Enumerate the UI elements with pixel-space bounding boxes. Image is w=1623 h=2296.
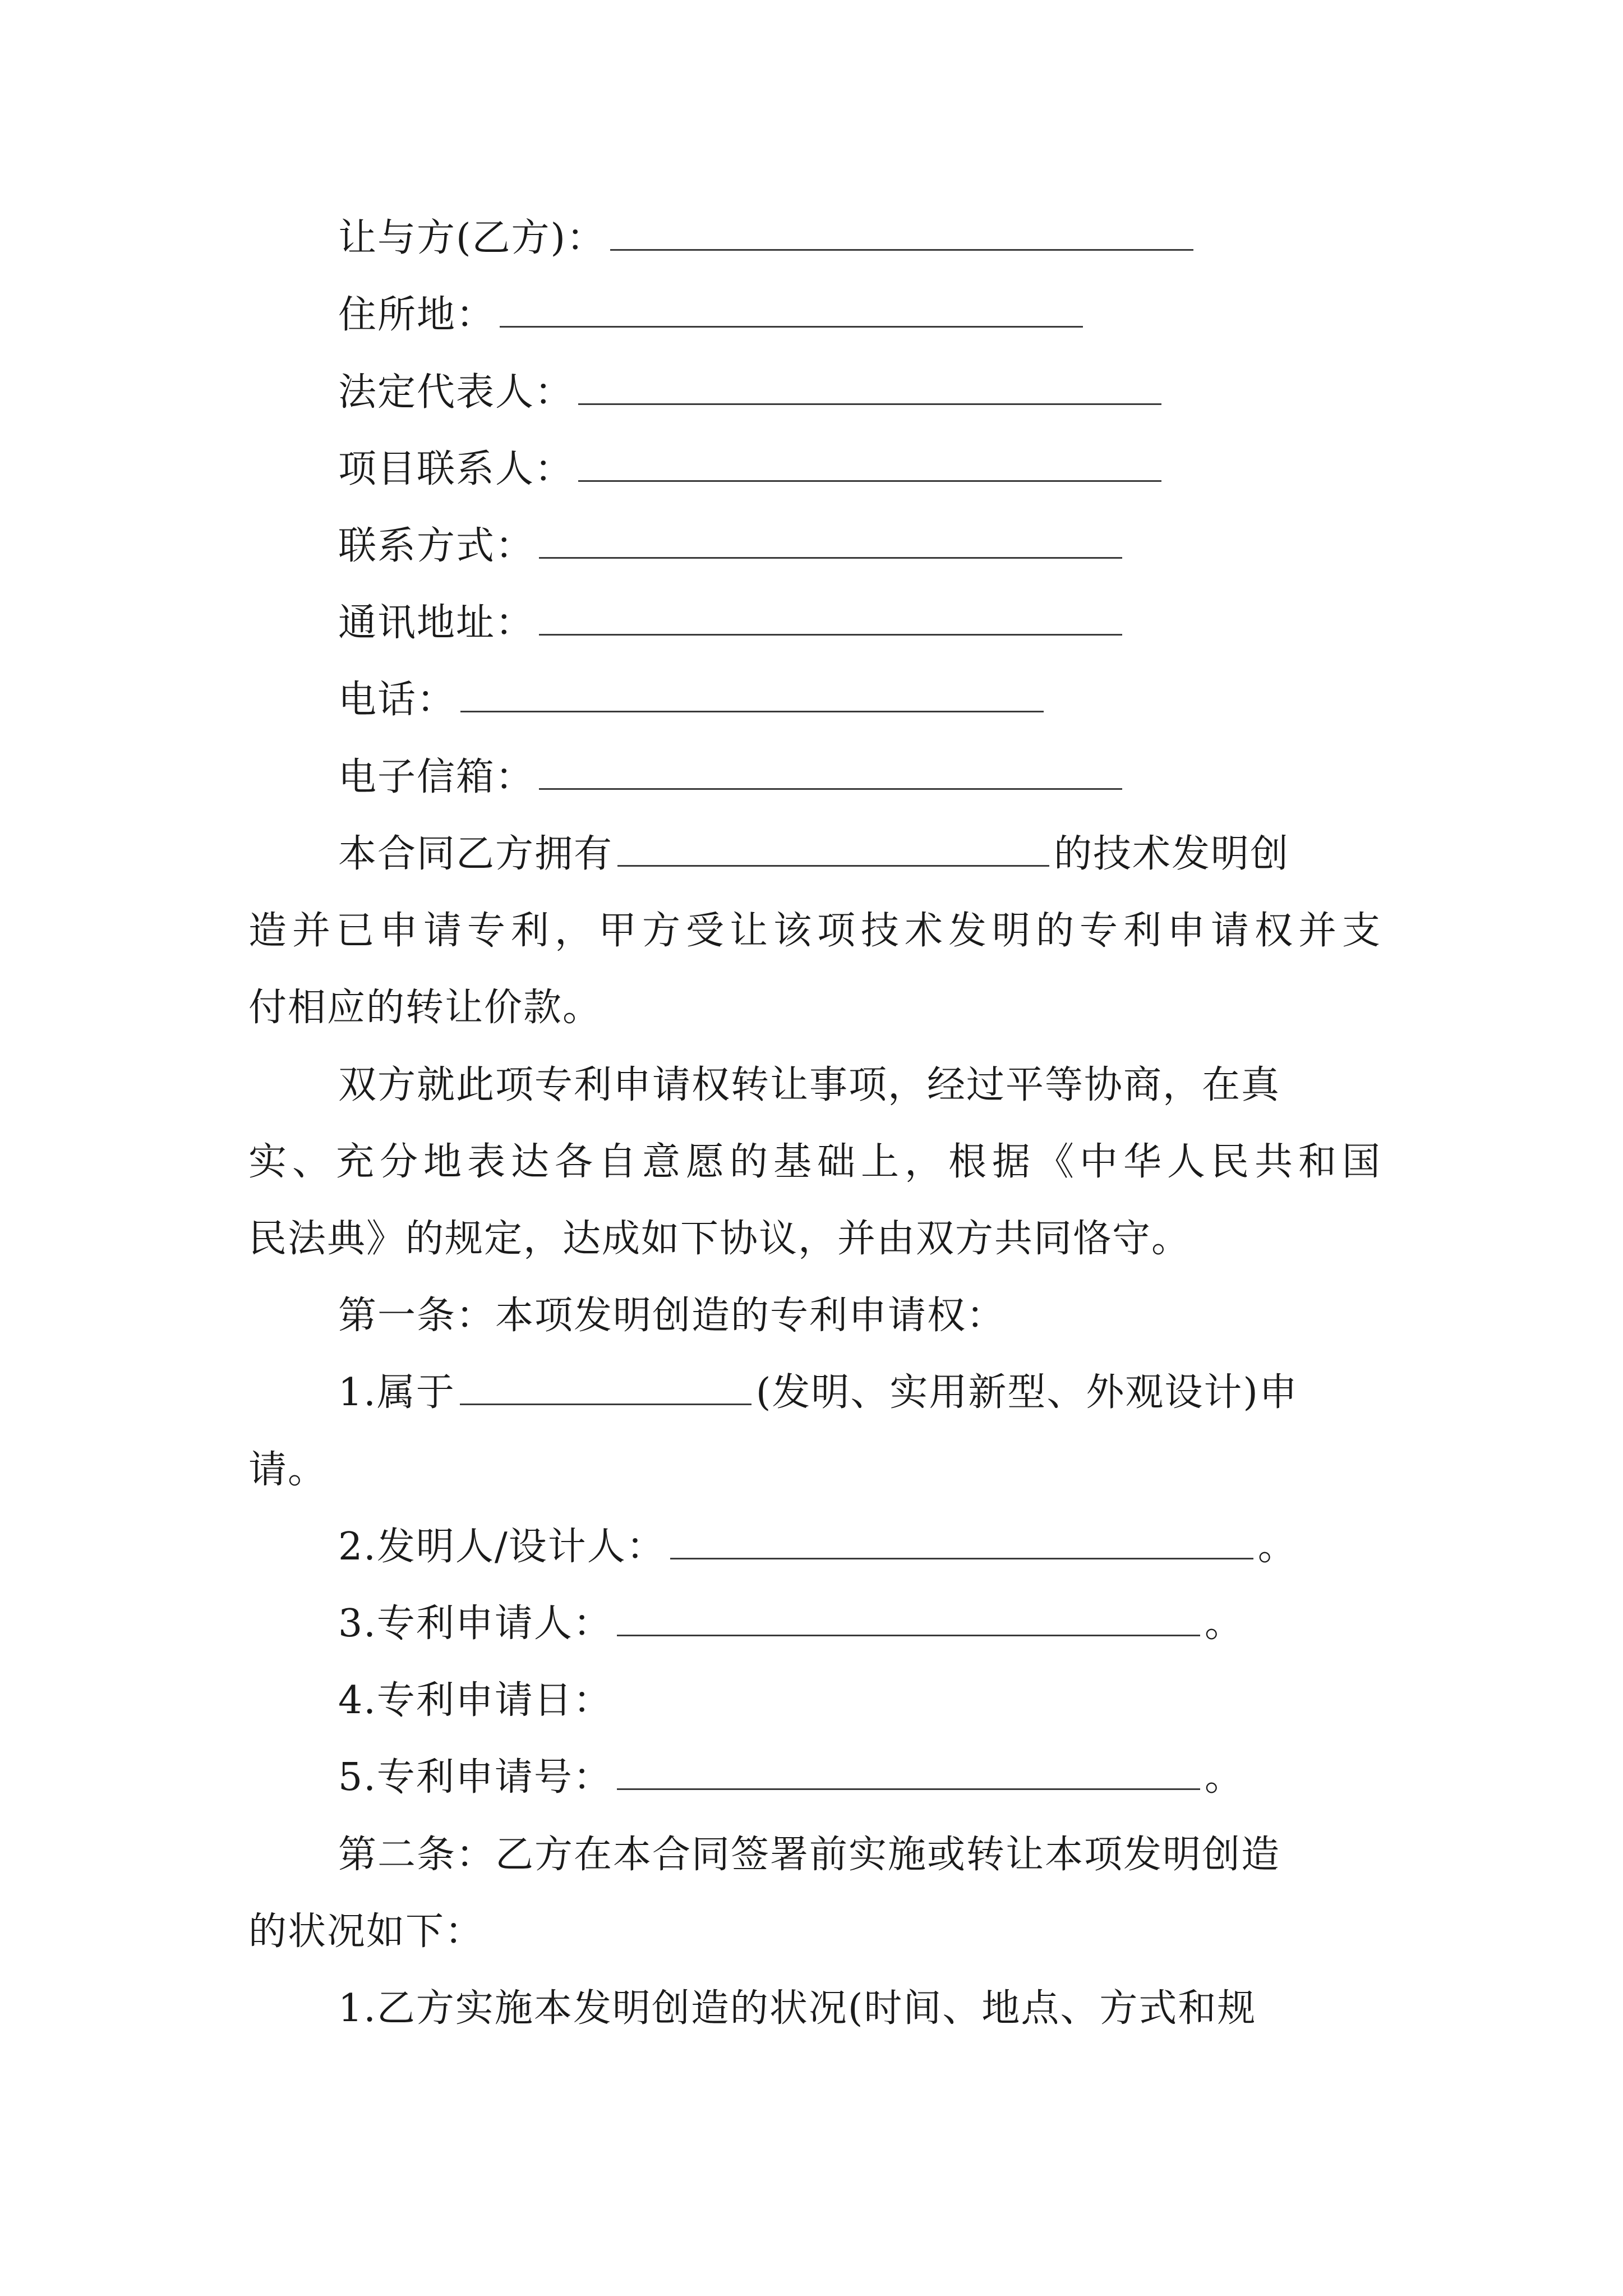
article2-heading-line1 <box>338 1827 1280 1883</box>
contact-method-line <box>338 518 1127 574</box>
intro-p2-line1-text: 双方就此项专利申请权转让事项，经过平等协商，在真 <box>338 1063 1281 1107</box>
intro-p1-line1 <box>338 826 1289 882</box>
inventor-label: 2.发明人/设计人： <box>338 1525 666 1569</box>
article1-item1 <box>338 1365 1298 1421</box>
application-number-label: 5.专利申请号： <box>338 1755 612 1800</box>
article2-item1-text: 1.乙方实施本发明创造的状况(时间、地点、方式和规 <box>338 1986 1257 2031</box>
address-line <box>338 287 1087 343</box>
article1-item3 <box>338 1596 1244 1652</box>
phone-label: 电话： <box>338 678 457 722</box>
article2-heading-line1-text: 第二条：乙方在本合同签署前实施或转让本项发明创造 <box>338 1833 1281 1877</box>
transferor-label: 让与方(乙方)： <box>338 216 606 260</box>
mail-address-line <box>338 595 1127 651</box>
intro-p1-line3 <box>248 980 602 1036</box>
application-number-end: 。 <box>1204 1755 1244 1800</box>
article1-item1-cont-text: 请。 <box>248 1448 328 1492</box>
project-contact-line <box>338 441 1166 498</box>
intro-p1-line2-text: 造并已申请专利，甲方受让该项技术发明的专利申请权并支 <box>248 909 1381 953</box>
intro-p2-line3-text: 民法典》的规定，达成如下协议，并由双方共同恪守。 <box>248 1217 1191 1261</box>
legal-rep-line <box>338 365 1166 421</box>
project-contact-blank[interactable] <box>578 447 1161 482</box>
intro-p1-start: 本合同乙方拥有 <box>338 832 614 876</box>
article1-item1-start: 1.属于 <box>338 1370 455 1415</box>
applicant-blank[interactable] <box>617 1601 1200 1636</box>
contact-method-label: 联系方式： <box>338 524 535 568</box>
project-contact-label: 项目联系人： <box>338 447 574 491</box>
article1-heading <box>338 1288 1006 1344</box>
article2-heading-line2 <box>248 1904 484 1960</box>
intro-p2-line1 <box>338 1057 1280 1114</box>
article2-item1 <box>338 1981 1256 2037</box>
address-label: 住所地： <box>338 293 496 337</box>
legal-rep-blank[interactable] <box>578 370 1161 405</box>
mail-address-blank[interactable] <box>539 600 1122 636</box>
intro-p1-line3-text: 付相应的转让价款。 <box>248 986 602 1030</box>
intro-p2-line2 <box>248 1134 1381 1190</box>
intro-p1-after-blank: 的技术发明创 <box>1054 832 1290 876</box>
filing-date-label: 4.专利申请日： <box>338 1678 612 1723</box>
email-label: 电子信箱： <box>338 755 535 799</box>
article2-heading-line2-text: 的状况如下： <box>248 1910 485 1954</box>
phone-blank[interactable] <box>460 677 1044 712</box>
applicant-end: 。 <box>1204 1602 1244 1646</box>
transferor-line <box>338 210 1198 266</box>
article1-item5 <box>338 1750 1244 1806</box>
article1-item1-cont <box>248 1442 327 1498</box>
mail-address-label: 通讯地址： <box>338 601 535 645</box>
inventor-blank[interactable] <box>670 1524 1253 1559</box>
article1-item2 <box>338 1519 1297 1575</box>
article1-heading-text: 第一条：本项发明创造的专利申请权： <box>338 1294 1006 1338</box>
intro-p2-line3 <box>248 1211 1191 1267</box>
intro-p1-line2 <box>248 903 1381 959</box>
email-blank[interactable] <box>539 754 1122 790</box>
invention-name-blank[interactable] <box>617 831 1049 867</box>
intro-p2-line2-text: 实、充分地表达各自意愿的基础上，根据《中华人民共和国 <box>248 1140 1381 1184</box>
article1-item1-after: (发明、实用新型、外观设计)申 <box>755 1370 1298 1415</box>
article1-item4 <box>338 1673 612 1729</box>
transferor-blank[interactable] <box>610 215 1193 251</box>
inventor-end: 。 <box>1257 1525 1297 1569</box>
contact-method-blank[interactable] <box>539 523 1122 559</box>
email-line <box>338 749 1127 806</box>
patent-type-blank[interactable] <box>460 1370 751 1405</box>
legal-rep-label: 法定代表人： <box>338 370 574 415</box>
address-blank[interactable] <box>500 292 1083 328</box>
application-number-blank[interactable] <box>617 1755 1200 1790</box>
applicant-label: 3.专利申请人： <box>338 1602 612 1646</box>
phone-line <box>338 672 1048 728</box>
